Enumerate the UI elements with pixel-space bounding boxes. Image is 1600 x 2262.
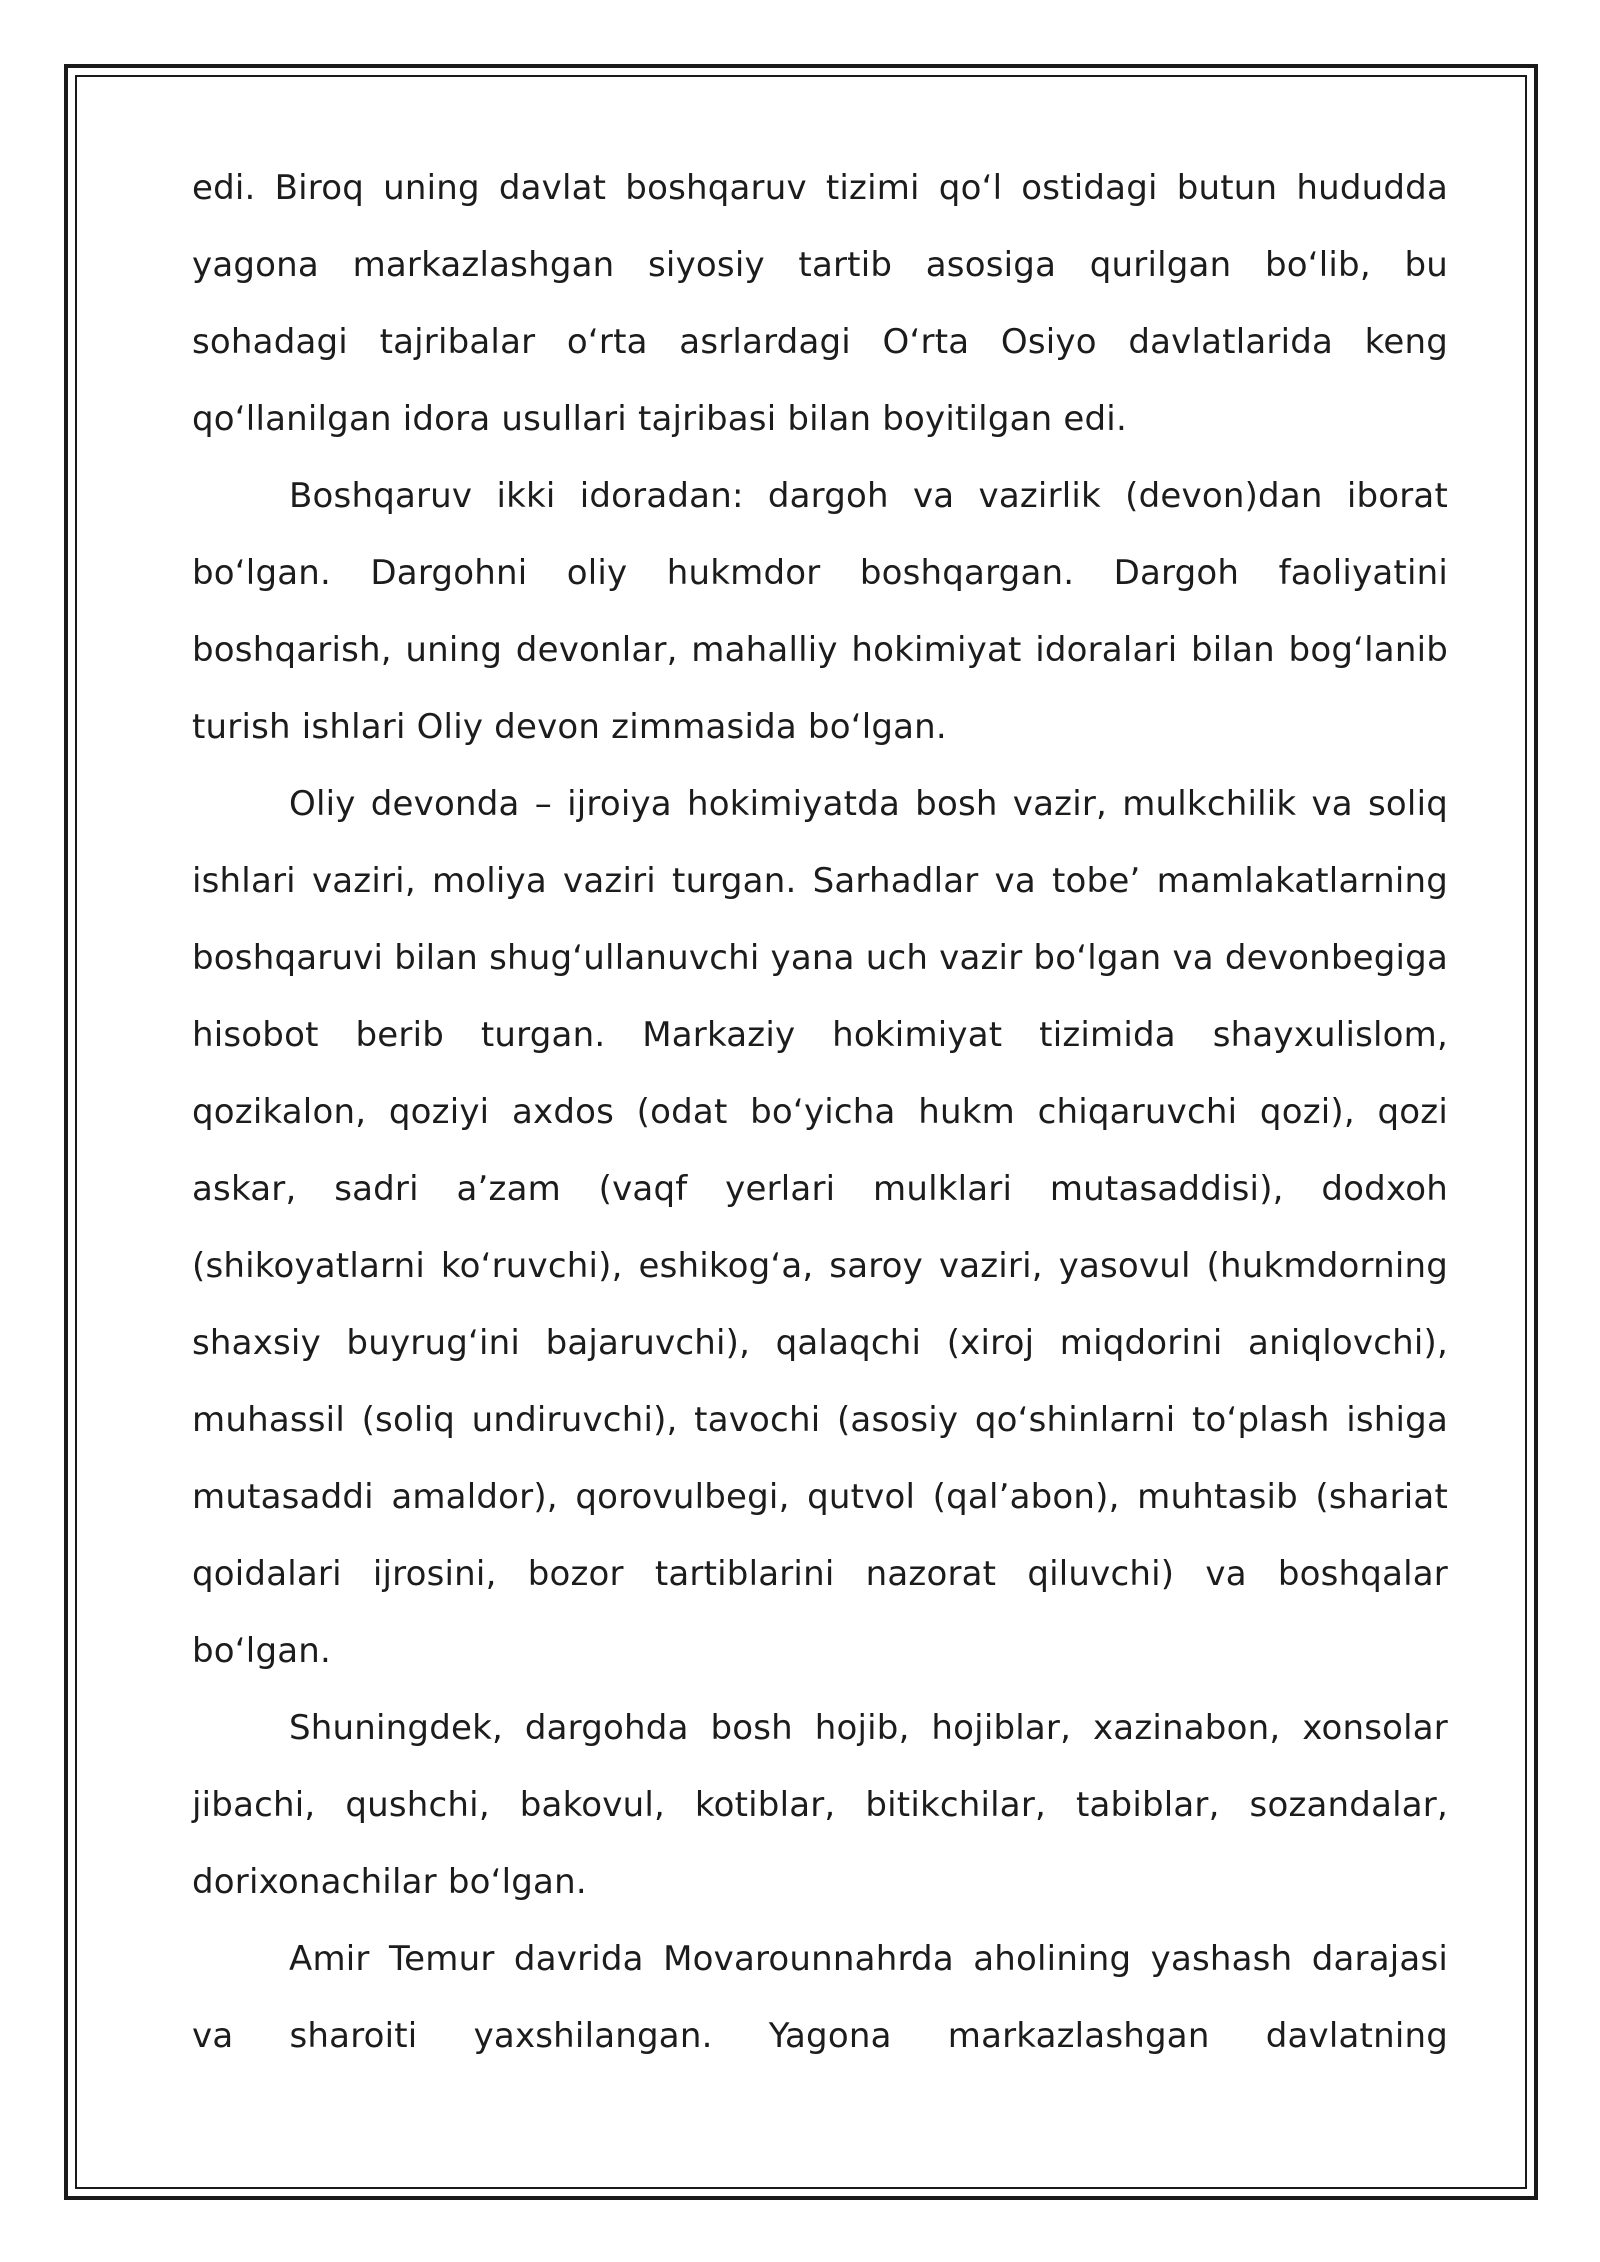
- paragraph-4: Shuningdek, dargohda bosh hojib, hojiblar, xazinabon, xonsolar jibachi, qushchi, bakovul, kotiblar, bitikchilar, tabiblar, sozandalar, dorixonachilar bo‘lgan.: [192, 1708, 1448, 1902]
- paragraph-1: edi. Biroq uning davlat boshqaruv tizimi qo‘l ostidagi butun hududda yagona markazlashgan siyosiy tartib asosiga qurilgan bo‘lib, bu sohadagi tajribalar o‘rta asrlardagi O‘rta Osiyo davlatlarida keng qo‘llanilgan idora usullari tajribasi bilan boyitilgan edi.: [192, 168, 1448, 439]
- paragraph-3: Oliy devonda – ijroiya hokimiyatda bosh vazir, mulkchilik va soliq ishlari vaziri, moliya vaziri turgan. Sarhadlar va tobe’ mamlakatlarning boshqaruvi bilan shug‘ullanuvchi yana uch vazir bo‘lgan va devonbegiga hisobot berib turgan. Markaziy hokimiyat tizimida shayxulislom, qozikalon, qoziyi axdos (odat bo‘yicha hukm chiqaruvchi qozi), qozi askar, sadri a’zam (vaqf yerlari mulklari mutasaddisi), dodxoh (shikoyatlarni ko‘ruvchi), eshikog‘a, saroy vaziri, yasovul (hukmdorning shaxsiy buyrug‘ini bajaruvchi), qalaqchi (xiroj miqdorini aniqlovchi), muhassil (soliq undiruvchi), tavochi (asosiy qo‘shinlarni to‘plash ishiga mutasaddi amaldor), qorovulbegi, qutvol (qal’abon), muhtasib (shariat qoidalari ijrosini, bozor tartiblarini nazorat qiluvchi) va boshqalar bo‘lgan.: [192, 784, 1448, 1671]
- document-body: [192, 150, 1448, 2075]
- paragraph-2: Boshqaruv ikki idoradan: dargoh va vazirlik (devon)dan iborat bo‘lgan. Dargohni oliy hukmdor boshqargan. Dargoh faoliyatini boshqarish, uning devonlar, mahalliy hokimiyat idoralari bilan bog‘lanib turish ishlari Oliy devon zimmasida bo‘lgan.: [192, 476, 1448, 747]
- paragraph-5: Amir Temur davrida Movarounnahrda aholining yashash darajasi va sharoiti yaxshilangan. Yagona markazlashgan davlatning: [192, 1939, 1448, 2056]
